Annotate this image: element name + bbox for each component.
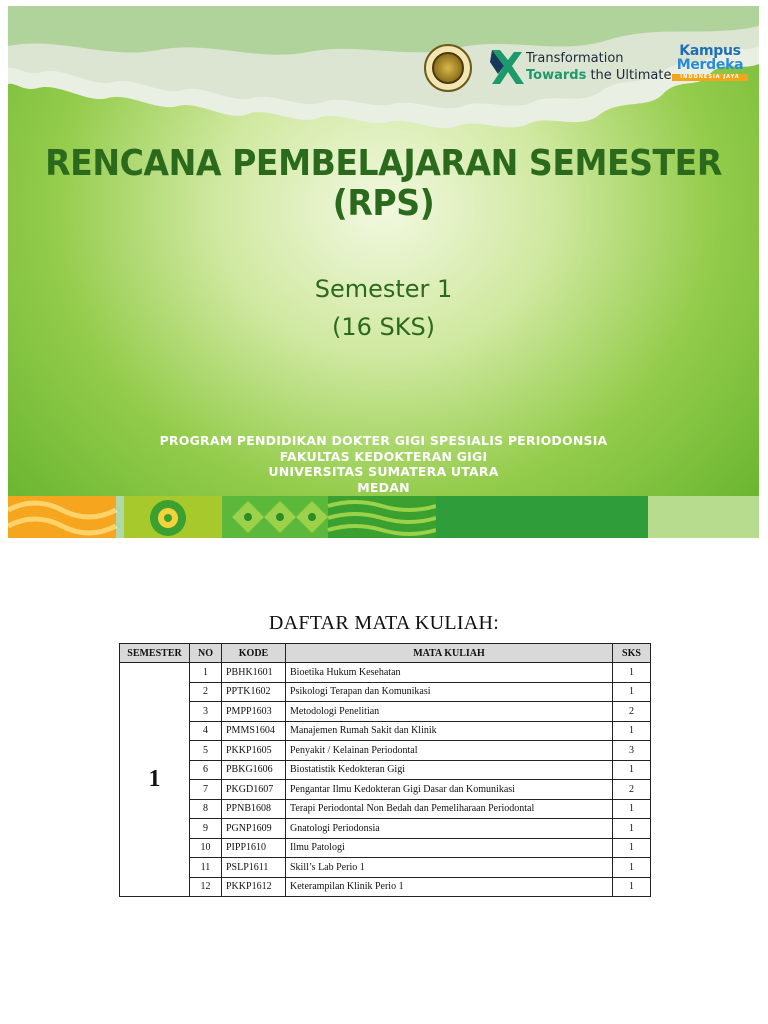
course-code: PMPP1603 — [222, 702, 286, 722]
course-credits: 1 — [613, 721, 651, 741]
course-row — [120, 663, 651, 683]
course-credits: 1 — [613, 799, 651, 819]
course-row — [120, 760, 651, 780]
course-name: Psikologi Terapan dan Komunikasi — [286, 682, 613, 702]
header-sks: SKS — [613, 644, 651, 663]
course-table — [119, 643, 651, 897]
course-row — [120, 877, 651, 897]
course-no: 11 — [190, 858, 222, 878]
transformation-line1: Transformation — [526, 51, 624, 66]
course-no: 5 — [190, 741, 222, 761]
course-row — [120, 702, 651, 722]
course-name: Metodologi Penelitian — [286, 702, 613, 722]
course-row — [120, 838, 651, 858]
transformation-line2-rest: the Ultimate — [590, 68, 672, 83]
transformation-logo-mark — [490, 46, 524, 88]
course-name: Manajemen Rumah Sakit dan Klinik — [286, 721, 613, 741]
course-no: 8 — [190, 799, 222, 819]
course-name: Pengantar Ilmu Kedokteran Gigi Dasar dan Komunikasi — [286, 780, 613, 800]
course-credits: 1 — [613, 858, 651, 878]
course-row — [120, 819, 651, 839]
header-mata-kuliah: MATA KULIAH — [286, 644, 613, 663]
header-kode: KODE — [222, 644, 286, 663]
transformation-line2 — [526, 68, 671, 83]
cover-title-line2: (RPS) — [332, 183, 435, 224]
course-name: Terapi Periodontal Non Bedah dan Pemeliharaan Periodontal — [286, 799, 613, 819]
course-code: PKKP1605 — [222, 741, 286, 761]
course-code: PBKG1606 — [222, 760, 286, 780]
course-no: 10 — [190, 838, 222, 858]
course-row — [120, 721, 651, 741]
cover-organization — [8, 433, 759, 495]
cover-title-line1: RENCANA PEMBELAJARAN SEMESTER — [45, 143, 722, 184]
transformation-line2-accent: Towards — [526, 68, 587, 83]
course-name: Keterampilan Klinik Perio 1 — [286, 877, 613, 897]
course-credits: 1 — [613, 877, 651, 897]
course-credits: 1 — [613, 682, 651, 702]
cover-university: UNIVERSITAS SUMATERA UTARA — [268, 464, 499, 479]
rps-cover-banner — [8, 6, 759, 538]
course-credits: 3 — [613, 741, 651, 761]
course-no: 1 — [190, 663, 222, 683]
course-name: Gnatologi Periodonsia — [286, 819, 613, 839]
transformation-logo — [490, 46, 672, 88]
course-code: PIPP1610 — [222, 838, 286, 858]
course-name: Bioetika Hukum Kesehatan — [286, 663, 613, 683]
decorative-pattern-strip — [8, 496, 759, 538]
cover-credits: (16 SKS) — [331, 313, 436, 341]
course-no: 6 — [190, 760, 222, 780]
course-row — [120, 741, 651, 761]
course-credits: 1 — [613, 760, 651, 780]
course-code: PSLP1611 — [222, 858, 286, 878]
kampus-merdeka-logo — [672, 44, 748, 86]
header-no: NO — [190, 644, 222, 663]
merdeka-word: Merdeka — [676, 57, 744, 73]
cover-semester-block — [8, 270, 759, 346]
course-no: 7 — [190, 780, 222, 800]
cover-city: MEDAN — [357, 479, 410, 495]
course-no: 12 — [190, 877, 222, 897]
indonesia-jaya-tag: INDONESIA JAYA — [672, 74, 748, 81]
course-row — [120, 780, 651, 800]
course-name: Ilmu Patologi — [286, 838, 613, 858]
kampus-word: Kampus — [679, 43, 741, 59]
course-credits: 1 — [613, 663, 651, 683]
course-no: 3 — [190, 702, 222, 722]
course-code: PBHK1601 — [222, 663, 286, 683]
course-no: 2 — [190, 682, 222, 702]
course-credits: 1 — [613, 838, 651, 858]
course-list-heading: DAFTAR MATA KULIAH: — [268, 612, 500, 634]
cover-semester: Semester 1 — [314, 275, 453, 303]
course-credits: 2 — [613, 702, 651, 722]
course-name: Penyakit / Kelainan Periodontal — [286, 741, 613, 761]
header-semester: SEMESTER — [120, 644, 190, 663]
course-code: PKKP1612 — [222, 877, 286, 897]
cover-faculty: FAKULTAS KEDOKTERAN GIGI — [279, 448, 488, 464]
course-row — [120, 682, 651, 702]
cover-program: PROGRAM PENDIDIKAN DOKTER GIGI SPESIALIS PERIODONSIA — [159, 433, 608, 448]
course-code: PGNP1609 — [222, 819, 286, 839]
course-code: PKGD1607 — [222, 780, 286, 800]
course-code: PMMS1604 — [222, 721, 286, 741]
course-row — [120, 799, 651, 819]
course-credits: 2 — [613, 780, 651, 800]
usu-seal-logo — [424, 44, 472, 92]
course-no: 9 — [190, 819, 222, 839]
semester-number: 1 — [120, 663, 190, 897]
course-name: Biostatistik Kedokteran Gigi — [286, 760, 613, 780]
course-row — [120, 858, 651, 878]
course-table-header-row — [120, 644, 651, 663]
course-no: 4 — [190, 721, 222, 741]
course-credits: 1 — [613, 819, 651, 839]
course-name: Skill’s Lab Perio 1 — [286, 858, 613, 878]
cover-title — [38, 144, 729, 224]
course-code: PPNB1608 — [222, 799, 286, 819]
course-code: PPTK1602 — [222, 682, 286, 702]
